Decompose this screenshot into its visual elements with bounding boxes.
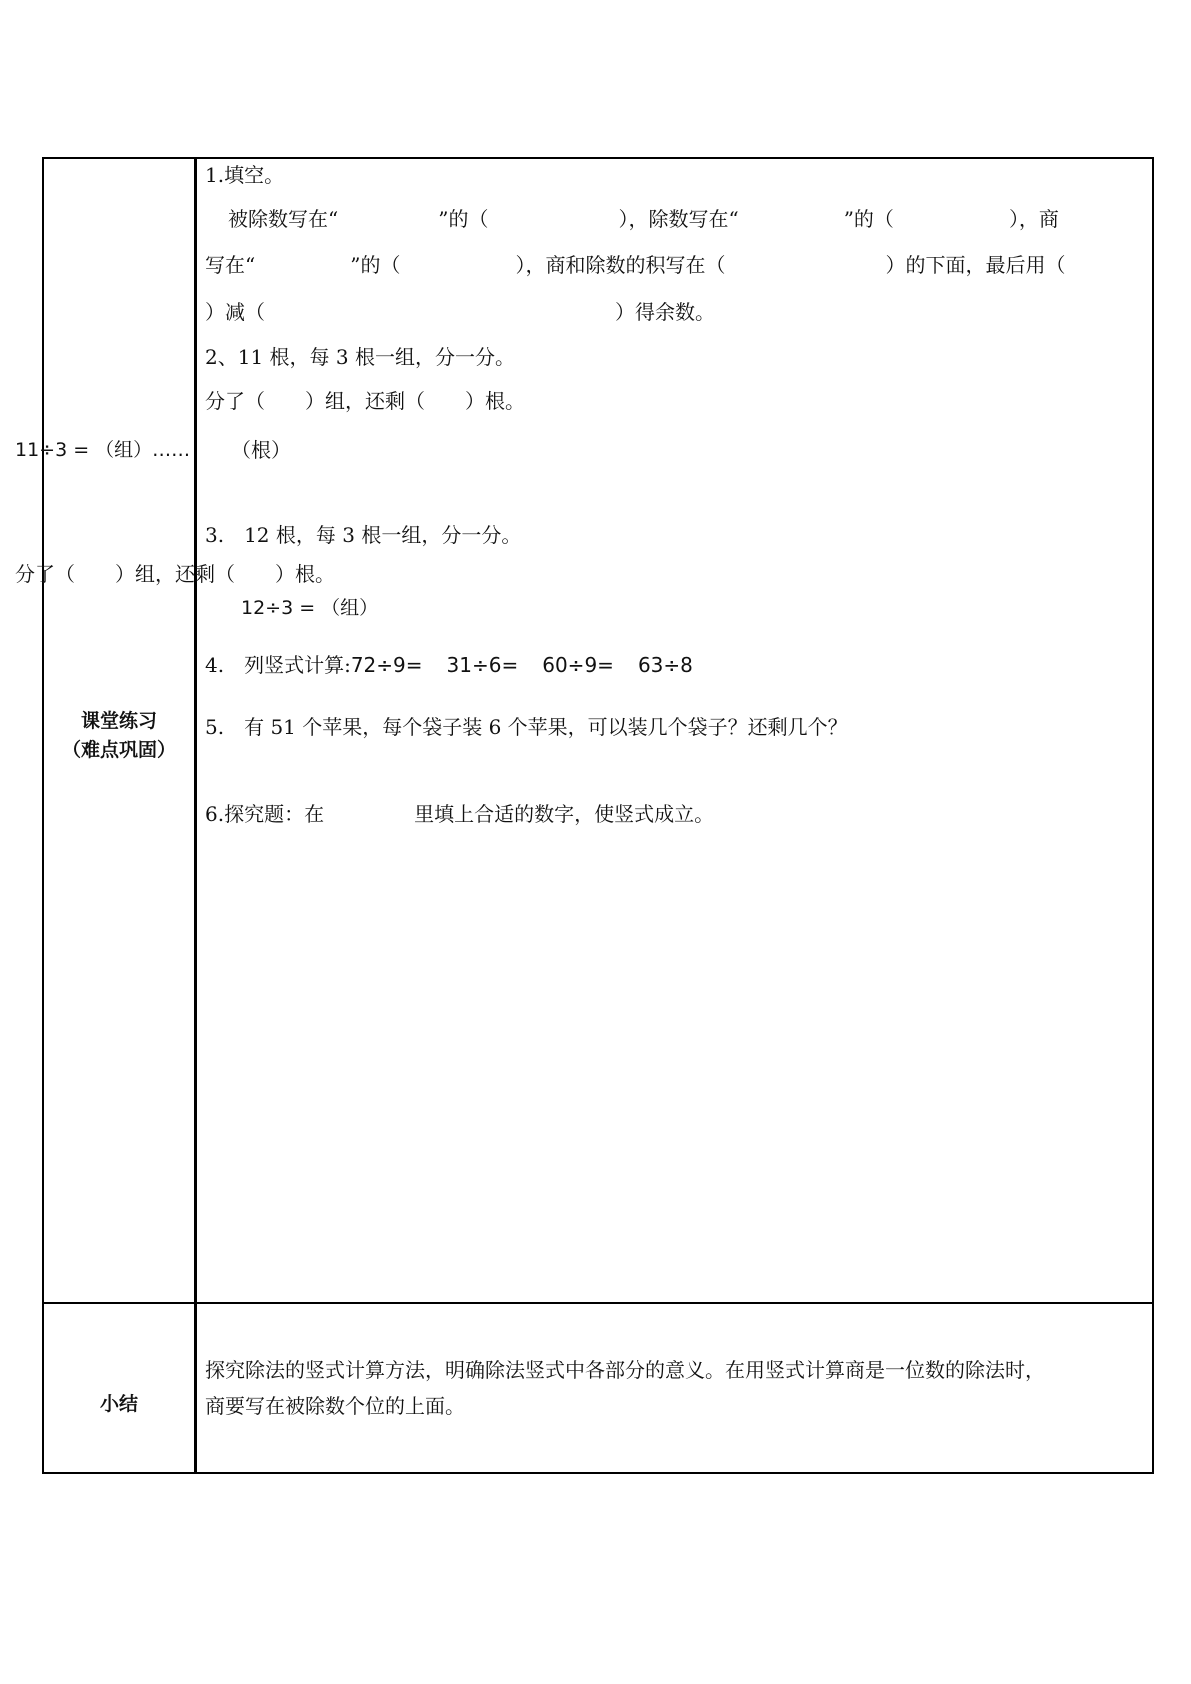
q6-line: 6.探究题：在 里填上合适的数字，使竖式成立。 bbox=[205, 802, 715, 826]
q4-item-2: 31÷6= bbox=[446, 653, 519, 677]
q4-item-1: 72÷9= bbox=[350, 653, 423, 677]
q1-line3: ）减（ ）得余数。 bbox=[205, 300, 715, 324]
summary-section-label: 小结 bbox=[99, 1393, 138, 1415]
q2-answer-line: 分了（ ）组，还剩（ ）根。 bbox=[205, 389, 525, 413]
q2-equation: 11÷3 = （组）…… bbox=[15, 439, 191, 461]
q4-item-3: 60÷9= bbox=[542, 653, 614, 677]
practice-section-label bbox=[44, 707, 194, 765]
q2-equation-tail: （根） bbox=[231, 438, 291, 462]
practice-label-line1: 课堂练习 bbox=[80, 710, 157, 732]
q1-title: 1.填空。 bbox=[205, 163, 285, 187]
q1-line1: 被除数写在“ ”的（ ），除数写在“ ”的（ ），商 bbox=[228, 207, 1059, 231]
practice-label-line2: （难点巩固） bbox=[61, 739, 176, 761]
row-divider bbox=[42, 1302, 1154, 1304]
q4-title: 4. 列竖式计算: bbox=[205, 653, 351, 677]
q3-title: 3. 12 根，每 3 根一组，分一分。 bbox=[205, 523, 522, 547]
q4-item-4: 63÷8 bbox=[637, 653, 693, 677]
q5-title: 5. 有 51 个苹果，每个袋子装 6 个苹果，可以装几个袋子？还剩几个？ bbox=[205, 715, 848, 739]
q4-line bbox=[205, 652, 693, 678]
q1-line2: 写在“ ”的（ ），商和除数的积写在（ ）的下面，最后用（ bbox=[205, 253, 1066, 277]
q3-equation: 12÷3 = （组） bbox=[241, 597, 379, 619]
column-divider bbox=[194, 157, 197, 1474]
summary-line2: 商要写在被除数个位的上面。 bbox=[205, 1394, 465, 1418]
q2-title: 2、11 根，每 3 根一组，分一分。 bbox=[205, 345, 515, 369]
q3-answer-line: 分了（ ）组，还剩（ ）根。 bbox=[15, 562, 335, 586]
summary-line1: 探究除法的竖式计算方法，明确除法竖式中各部分的意义。在用竖式计算商是一位数的除法时， bbox=[205, 1358, 1045, 1382]
